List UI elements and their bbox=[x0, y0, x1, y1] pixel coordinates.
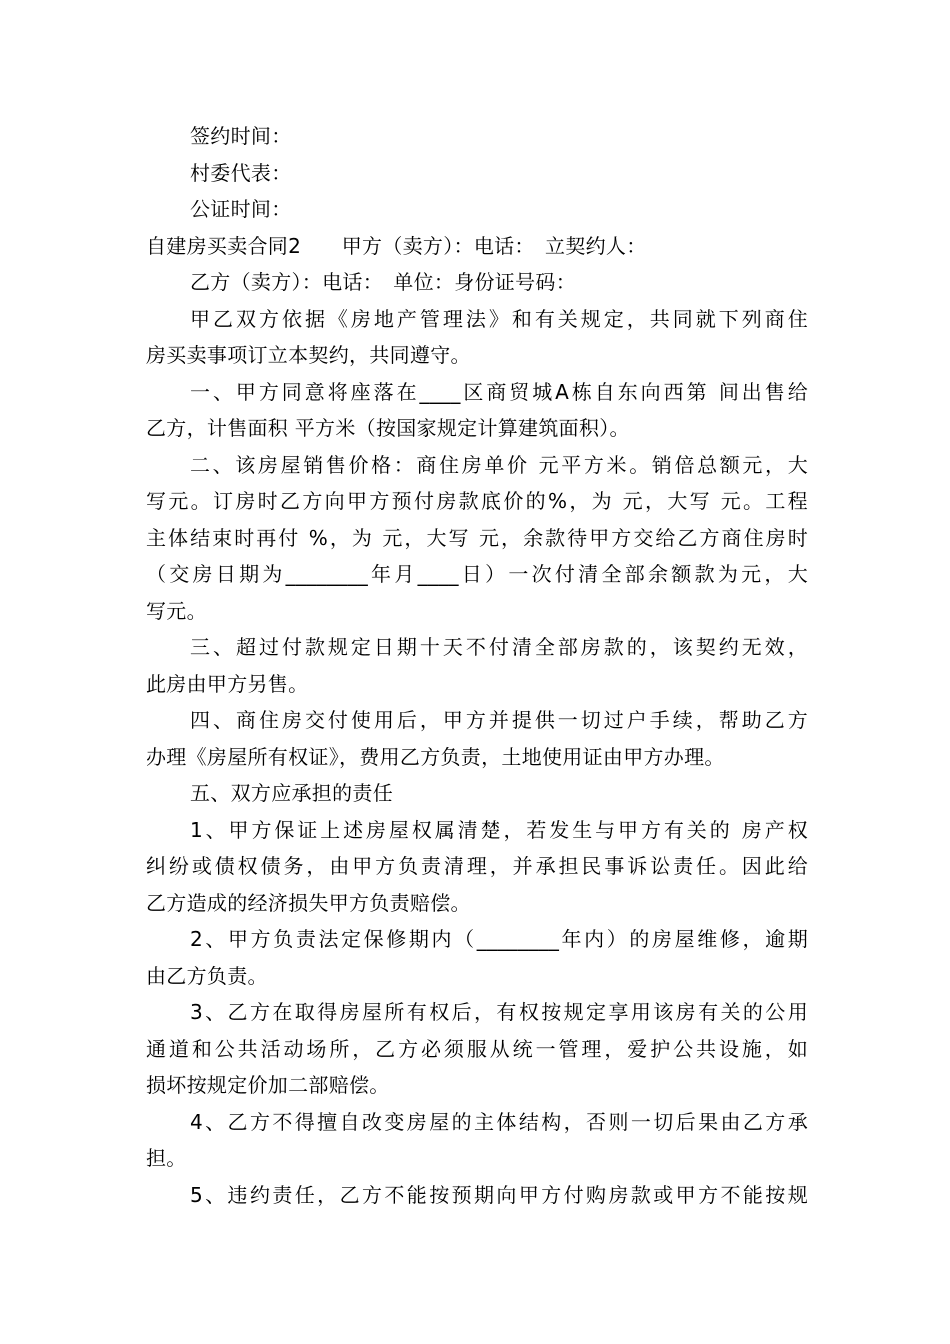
document-line: 自建房买卖合同2 甲方（卖方）：电话： 立契约人： bbox=[146, 233, 647, 258]
document-line: （交房日期为________年月____日）一次付清全部余额款为元，大 bbox=[146, 562, 808, 586]
document-line: 写元。 bbox=[146, 598, 207, 623]
document-line: 四、商住房交付使用后，甲方并提供一切过户手续，帮助乙方 bbox=[190, 708, 808, 732]
document-line: 五、双方应承担的责任 bbox=[190, 781, 393, 805]
document-line: 纠纷或债权债务，由甲方负责清理，并承担民事诉讼责任。因此给 bbox=[146, 854, 808, 878]
document-line: 公证时间： bbox=[190, 197, 292, 221]
document-line: 办理《房屋所有权证》，费用乙方负责，土地使用证由甲方办理。 bbox=[146, 744, 725, 769]
document-line: 由乙方负责。 bbox=[146, 963, 268, 988]
document-line: 乙方（卖方）：电话： 单位：身份证号码： bbox=[190, 270, 576, 294]
document-line: 主体结束时再付 %，为 元，大写 元，余款待甲方交给乙方商住房时 bbox=[146, 525, 808, 550]
document-line: 三、超过付款规定日期十天不付清全部房款的，该契约无效， bbox=[190, 635, 808, 659]
document-line: 担。 bbox=[146, 1146, 187, 1170]
document-line: 二、该房屋销售价格：商住房单价 元平方米。销倍总额元，大 bbox=[190, 452, 808, 477]
document-line: 甲乙双方依据《房地产管理法》和有关规定，共同就下列商住 bbox=[190, 306, 808, 331]
document-body bbox=[146, 118, 808, 1213]
document-line: 3、乙方在取得房屋所有权后，有权按规定享用该房有关的公用 bbox=[190, 1000, 808, 1024]
document-line: 乙方造成的经济损失甲方负责赔偿。 bbox=[146, 890, 471, 915]
document-line: 此房由甲方另售。 bbox=[146, 671, 309, 696]
document-line: 5、违约责任，乙方不能按预期向甲方付购房款或甲方不能按规 bbox=[190, 1182, 808, 1207]
document-line: 1、甲方保证上述房屋权属清楚，若发生与甲方有关的 房产权 bbox=[190, 817, 808, 842]
document-line: 一、甲方同意将座落在____区商贸城A栋自东向西第 间出售给 bbox=[190, 379, 808, 404]
document-line: 村委代表： bbox=[190, 160, 292, 185]
document-line: 4、乙方不得擅自改变房屋的主体结构，否则一切后果由乙方承 bbox=[190, 1109, 808, 1134]
document-line: 签约时间： bbox=[190, 124, 292, 148]
document-line: 乙方，计售面积 平方米（按国家规定计算建筑面积）。 bbox=[146, 416, 630, 440]
document-line: 通道和公共活动场所，乙方必须服从统一管理，爱护公共设施，如 bbox=[146, 1036, 808, 1061]
document-line: 房买卖事项订立本契约，共同遵守。 bbox=[146, 343, 471, 367]
document-line: 2、甲方负责法定保修期内（________年内）的房屋维修，逾期 bbox=[190, 927, 808, 951]
document-line: 损坏按规定价加二部赔偿。 bbox=[146, 1073, 390, 1097]
document-line: 写元。订房时乙方向甲方预付房款底价的%，为 元，大写 元。工程 bbox=[146, 489, 808, 513]
